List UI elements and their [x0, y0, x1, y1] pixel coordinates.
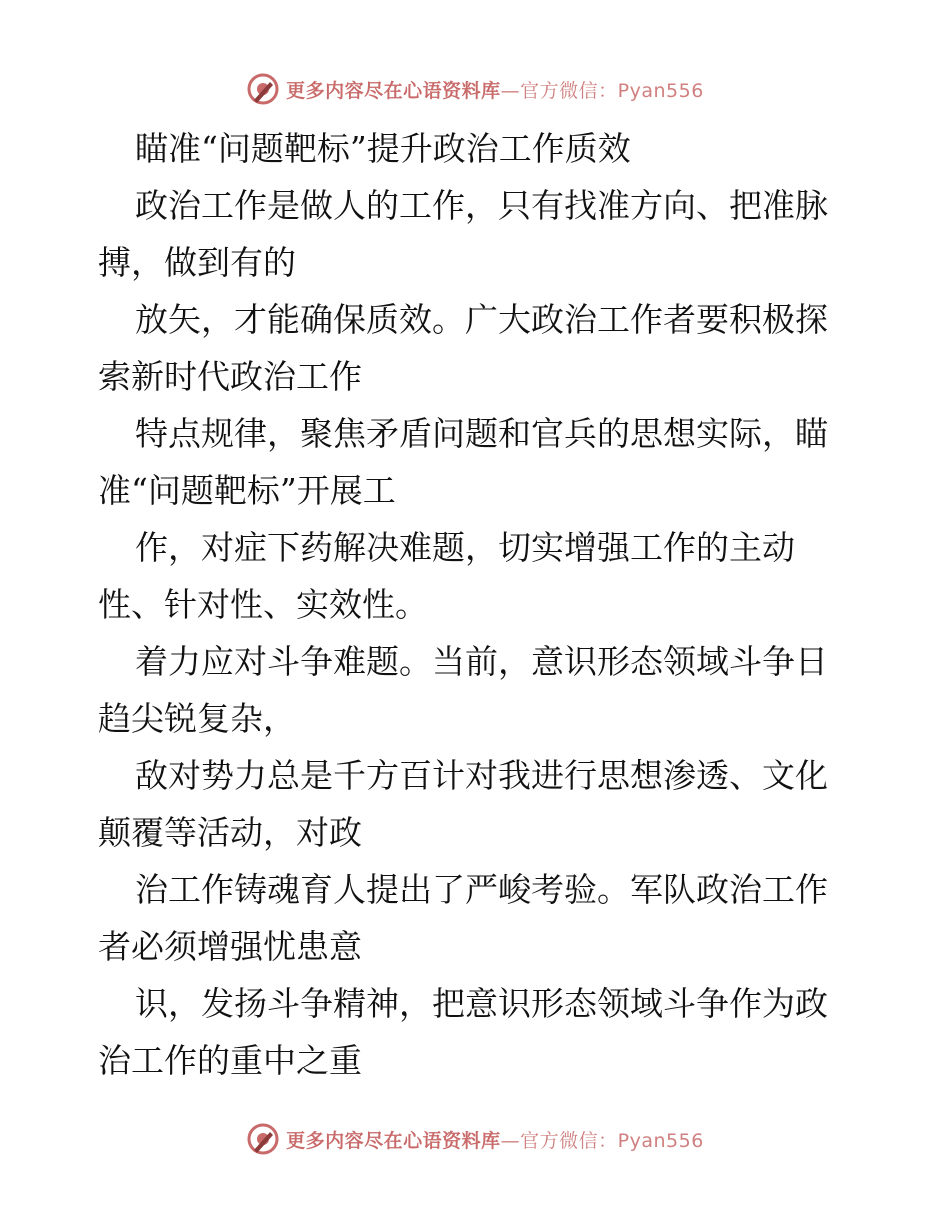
banner-dash: — [500, 79, 521, 102]
body-text-line: 颠覆等活动，对政 [98, 813, 362, 852]
body-text-line: 特点规律，聚焦矛盾问题和官兵的思想实际，瞄 [135, 414, 828, 453]
body-text-line: 敌对势力总是千方百计对我进行思想渗透、文化 [135, 756, 828, 795]
header-banner [0, 72, 950, 106]
body-text-line: 搏，做到有的 [98, 243, 296, 282]
body-text-line: 性、针对性、实效性。 [98, 585, 428, 624]
banner-text [286, 1126, 704, 1153]
banner-text [286, 76, 704, 103]
banner-wechat-text: 官方微信：Pyan556 [520, 1129, 704, 1152]
body-text-line: 瞄准“问题靶标”提升政治工作质效 [135, 129, 631, 168]
body-text-line: 作，对症下药解决难题，切实增强工作的主动 [135, 528, 795, 567]
footer-banner [0, 1122, 950, 1156]
banner-main-text: 更多内容尽在心语资料库 [286, 79, 501, 102]
banner-main-text: 更多内容尽在心语资料库 [286, 1129, 501, 1152]
banner-dash: — [500, 1129, 521, 1152]
body-text-line: 政治工作是做人的工作，只有找准方向、把准脉 [135, 186, 828, 225]
document-body [98, 120, 858, 1089]
body-text-line: 索新时代政治工作 [98, 357, 362, 396]
banner-wechat-text: 官方微信：Pyan556 [520, 79, 704, 102]
body-text-line: 准“问题靶标”开展工 [98, 471, 396, 510]
body-text-line: 识，发扬斗争精神，把意识形态领域斗争作为政 [135, 984, 828, 1023]
pen-circle-logo-icon [246, 1122, 280, 1156]
body-text-line: 治工作铸魂育人提出了严峻考验。军队政治工作 [135, 870, 828, 909]
body-text-line: 治工作的重中之重 [98, 1041, 362, 1080]
body-text-line: 者必须增强忧患意 [98, 927, 362, 966]
pen-circle-logo-icon [246, 72, 280, 106]
body-text-line: 着力应对斗争难题。当前，意识形态领域斗争日 [135, 642, 828, 681]
body-text-line: 放矢，才能确保质效。广大政治工作者要积极探 [135, 300, 828, 339]
body-text-line: 趋尖锐复杂， [98, 699, 296, 738]
